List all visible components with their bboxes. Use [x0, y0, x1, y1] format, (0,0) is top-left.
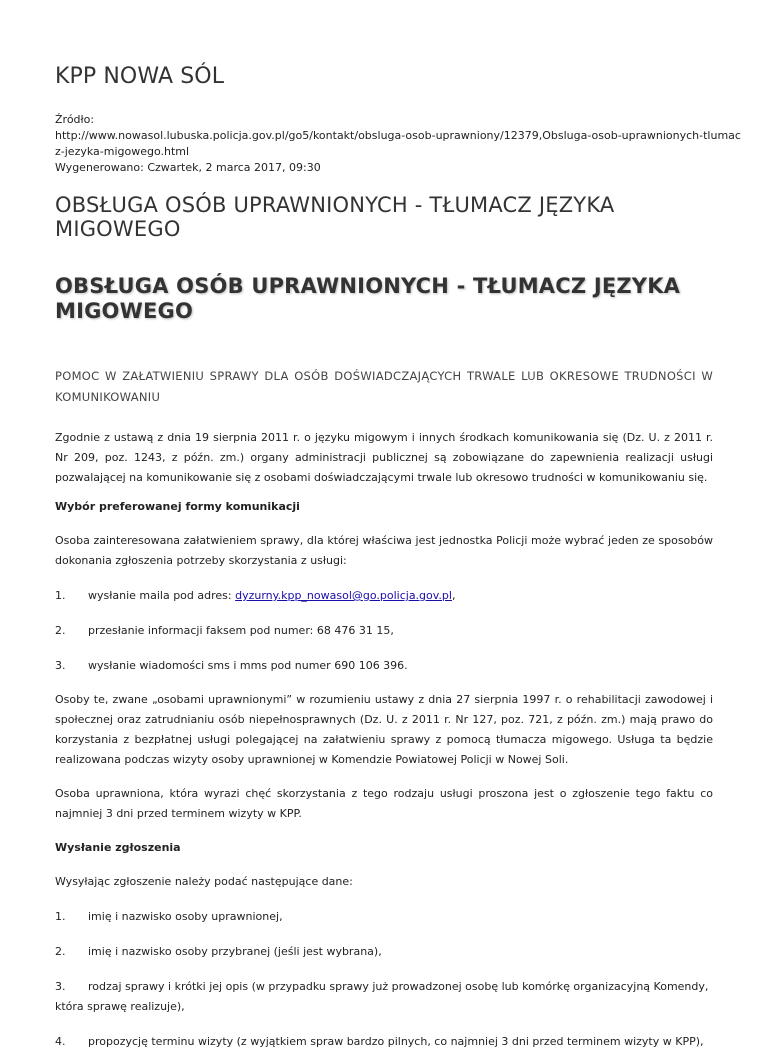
- source-label: Źródło:: [55, 113, 95, 126]
- list-item: [55, 621, 713, 641]
- list-text-after: ,: [451, 589, 456, 602]
- source-meta: [55, 112, 741, 176]
- section-title-submission: Wysłanie zgłoszenia: [55, 841, 181, 854]
- list-text: propozycję terminu wizyty (z wyjątkiem spraw bardzo pilnych, co najmniej 3 dni przed terminem wizyty w KPP),: [88, 1035, 704, 1048]
- list-number: 3.: [55, 980, 66, 993]
- list-number: 1.: [55, 589, 66, 602]
- paragraph-choice: Osoba zainteresowana załatwieniem sprawy, dla której właściwa jest jednostka Policji może wybrać jeden ze sposobów dokonania zgłoszenia potrzeby skorzystania z usługi:: [55, 534, 713, 567]
- list-item: [55, 942, 713, 962]
- list-text: imię i nazwisko osoby uprawnionej,: [88, 910, 283, 923]
- intro-lead: POMOC W ZAŁATWIENIU SPRAWY DLA OSÓB DOŚWIADCZAJĄCYCH TRWALE LUB OKRESOWE TRUDNOŚCI W KOMUNIKOWANIU: [55, 369, 713, 404]
- list-text: wysłanie wiadomości sms i mms pod numer 690 106 396.: [88, 659, 408, 672]
- site-title: KPP NOWA SÓL: [55, 64, 225, 89]
- source-url-line-1: http://www.nowasol.lubuska.policja.gov.pl/go5/kontakt/obsluga-osob-uprawniony/12379,Obsluga-osob-uprawnionych-tlumac: [55, 129, 741, 142]
- list-item: [55, 656, 713, 676]
- list-text: rodzaj sprawy i krótki jej opis (w przypadku sprawy już prowadzonej osobę lub komórkę organizacyjną Komendy, która sprawę realizuje),: [55, 980, 709, 1013]
- paragraph-authorized-persons: Osoby te, zwane „osobami uprawnionymi” w rozumieniu ustawy z dnia 27 sierpnia 1997 r. o rehabilitacji zawodowej i społecznej oraz zatrudnianiu osób niepełnosprawnych (Dz. U. z 2011 r. Nr 127, poz. 721, z późn. zm.) mają prawo do korzystania z bezpłatnej usługi polegającej na załatwieniu sprawy z pomocą tłumacza migowego. Usługa ta będzie realizowana podczas wizyty osoby uprawnionej w Komendzie Powiatowej Policji w Nowej Soli.: [55, 693, 713, 766]
- email-link[interactable]: dyzurny.kpp_nowasol@go.policja.gov.pl: [235, 589, 452, 602]
- list-text: wysłanie maila pod adres:: [88, 589, 236, 602]
- list-number: 1.: [55, 910, 66, 923]
- source-url-line-2: z-jezyka-migowego.html: [55, 145, 190, 158]
- list-item: [55, 586, 713, 606]
- list-number: 2.: [55, 624, 66, 637]
- list-number: 4.: [55, 1035, 66, 1048]
- section-title-communication: Wybór preferowanej formy komunikacji: [55, 500, 300, 513]
- page-heading: OBSŁUGA OSÓB UPRAWNIONYCH - TŁUMACZ JĘZYKA MIGOWEGO: [55, 193, 615, 241]
- article-heading: OBSŁUGA OSÓB UPRAWNIONYCH - TŁUMACZ JĘZYKA MIGOWEGO: [55, 274, 681, 323]
- list-text: przesłanie informacji faksem pod numer: 68 476 31 15,: [88, 624, 394, 637]
- paragraph-required-data: Wysyłając zgłoszenie należy podać następujące dane:: [55, 875, 353, 888]
- list-item: [55, 977, 713, 1017]
- generated-date: Wygenerowano: Czwartek, 2 marca 2017, 09:30: [55, 161, 321, 174]
- paragraph-notice-period: Osoba uprawniona, która wyrazi chęć skorzystania z tego rodzaju usługi proszona jest o zgłoszenie tego faktu co najmniej 3 dni przed terminem wizyty w KPP.: [55, 787, 713, 820]
- list-number: 3.: [55, 659, 66, 672]
- list-item: [55, 907, 713, 927]
- list-number: 2.: [55, 945, 66, 958]
- list-text: imię i nazwisko osoby przybranej (jeśli jest wybrana),: [88, 945, 382, 958]
- list-item: [55, 1032, 713, 1052]
- paragraph-legal-basis: Zgodnie z ustawą z dnia 19 sierpnia 2011 r. o języku migowym i innych środkach komunikowania się (Dz. U. z 2011 r. Nr 209, poz. 1243, z późn. zm.) organy administracji publicznej są zobowiązane do zapewnienia realizacji usługi pozwalającej na komunikowanie się z osobami doświadczającymi trwale lub okresowo trudności w komunikowaniu się.: [55, 431, 713, 484]
